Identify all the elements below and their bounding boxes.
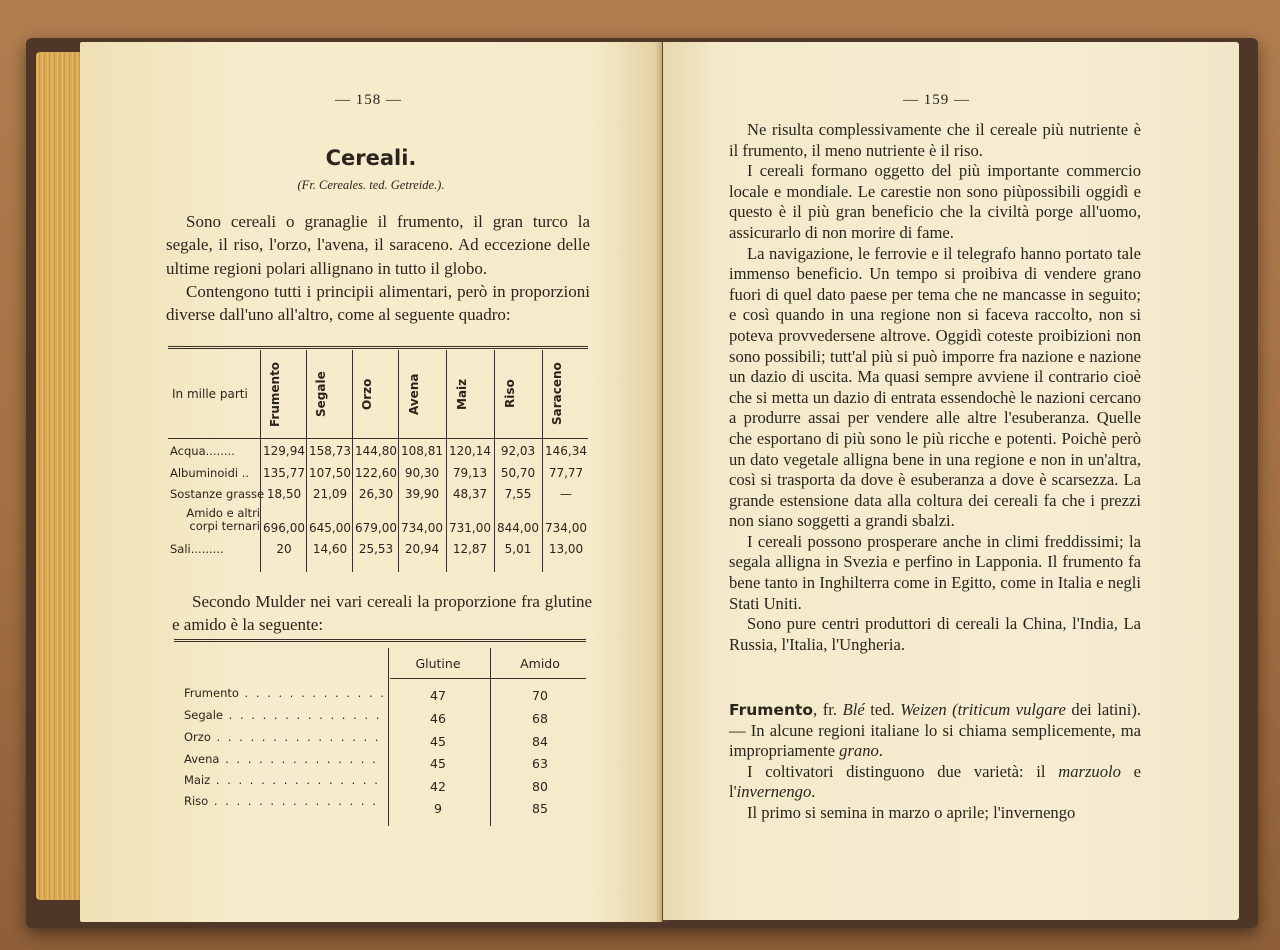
table-divider [398,350,399,572]
table-cell: 129,94 [263,444,305,458]
table-cell: 120,14 [449,444,491,458]
french-term: Blé [842,700,865,719]
table-cell: 144,80 [355,444,397,458]
text-run: , fr. [813,700,843,719]
table-cell: 50,70 [500,466,536,480]
right-page [663,42,1239,920]
table-cell: 63 [532,756,548,771]
row-label: Segale . . . [184,708,384,722]
last-line: Il primo si semina in marzo o aprile; l'invernengo [747,802,1076,822]
table-cell: 734,00 [545,521,587,535]
section-title: Cereali. [325,146,417,170]
row-label: Amido e altri corpi ternari [186,506,260,533]
table-cell: 68 [532,711,548,726]
table-cell: 5,01 [504,542,532,556]
table-cell: 844,00 [497,521,539,535]
text-run: dei latini). — In alcune regioni italiane lo si chiama semplicemente, ma impropriamente [729,700,1141,761]
column-header: Orzo [360,378,374,410]
table-cell: 20 [276,542,292,556]
body-paragraph: Ne risulta complessivamente che il cereale più nutriente è il frumento, il meno nutriente è il riso. [729,120,1141,160]
frumento-headword: Frumento [729,701,814,719]
row-label: Avena . . . [184,752,384,766]
column-header: Saraceno [550,362,564,426]
table-cell: 48,37 [452,487,488,501]
intro-text [166,210,590,326]
table-cell: 7,55 [504,487,532,501]
row-label: Riso . . . [184,794,384,808]
table-cell: 25,53 [358,542,394,556]
table-cell: 42 [430,779,446,794]
column-header: Avena [407,373,421,415]
row-label: Maiz . . . [184,773,384,787]
frumento-entry [729,700,1141,824]
invernengo-term: invernengo [736,782,812,802]
table-cell: 146,34 [545,444,587,458]
table-divider [490,648,491,826]
page-number-left: — 158 — [335,92,402,108]
marzuolo-term: marzuolo [1058,761,1121,781]
table-cell: 122,60 [355,466,397,480]
table-cell: 47 [430,688,446,703]
latin-term: Weizen (triticum vulgare [900,700,1066,719]
table-divider [352,350,353,572]
table-divider [388,648,389,826]
table-divider [446,350,447,572]
table-cell: 9 [434,801,442,816]
mulder-text [172,590,592,637]
column-header: Segale [314,371,328,417]
table-cell: 14,60 [312,542,348,556]
table-cell: 90,30 [404,466,440,480]
table-cell: 679,00 [355,521,397,535]
grano-term: grano [839,741,879,761]
row-label: Sostanze grasse [170,487,265,501]
table-cell: 45 [430,756,446,771]
table-divider [542,350,543,572]
table-divider [494,350,495,572]
table-header-label: In mille parti [172,387,248,401]
table-cell: 158,73 [309,444,351,458]
table-cell: 84 [532,734,548,749]
table-cell: 92,03 [500,444,536,458]
body-paragraph: I cereali possono prosperare anche in climi freddissimi; la segala alligna in Svezia e perfino in Lapponia. Il frumento fa bene tanto in Inghilterra come in Egitto, come in Italia e negli Stati Uniti. [729,531,1141,613]
column-header: Maiz [455,378,469,410]
table-cell: 135,77 [263,466,305,480]
text-run: I coltivatori distinguono due varietà: il [747,761,1059,781]
body-paragraph: La navigazione, le ferrovie e il telegrafo hanno portato tale immenso beneficio. Un tempo si proibiva di vendere grano fuori di quel dato paese per tema che ne mancasse in seguito; e così quando in una regione non si faceva raccolto, non si poteva provvedersene altrove. Oggidì coteste proibizioni non sono possibili; tutt'al più si può imporre fra nazione e nazione un dazio di uscita. Ma quasi sempre avviene il contrario cioè che si metta un dazio di entrata essendochè le nazioni cercano a produrre assai per vendere alle altre l'esuberanza. Quelle che esportano di più sono le più ricche e potenti. Poichè però un dato vegetale alligna bene in una regione e non in un'altra, così si trasporta da dove è esuberanza a dove è scarsezza. La grande estensione data alla coltura dei cereali fa che i prezzi non siano soggetti a grandi sbalzi. [729,243,1141,531]
column-header: Riso [503,379,517,409]
table-cell: 696,00 [263,521,305,535]
frumento-paragraph [729,700,1141,762]
text-run: . [878,741,883,761]
table-cell: 734,00 [401,521,443,535]
column-header: Amido [520,656,560,671]
coltivatori-paragraph [729,762,1141,803]
mulder-paragraph: Secondo Mulder nei vari cereali la proporzione fra glutine e amido è la seguente: [172,592,592,635]
row-label: Frumento . . . [184,686,384,700]
table-cell: 108,81 [401,444,443,458]
table-rule [390,678,586,679]
table-cell: 731,00 [449,521,491,535]
table-rule [168,346,588,349]
table-cell: 39,90 [404,487,440,501]
table-cell: — [560,487,572,501]
body-paragraph: Sono pure centri produttori di cereali la China, l'India, La Russia, l'Italia, l'Ungheria. [729,614,1141,654]
body-paragraph: I cereali formano oggetto del più importante commercio locale e mondiale. Le carestie non sono piùpossibili oggidì e questo è il più gran beneficio che la civiltà porge all'uomo, assicurarlo di non morire di fame. [729,161,1141,242]
row-label: Sali......... [170,542,224,556]
table-cell: 70 [532,688,548,703]
left-page [80,42,662,922]
text-run: . [811,782,816,802]
text-run: ted. [864,700,901,719]
row-label: Orzo . . . [184,730,384,744]
column-header: Frumento [268,361,282,427]
table-cell: 85 [532,801,548,816]
table-cell: 20,94 [404,542,440,556]
table-cell: 18,50 [266,487,302,501]
intro-paragraph: Sono cereali o granaglie il frumento, il gran turco la segale, il riso, l'orzo, l'avena, il saraceno. Ad eccezione delle ultime regioni polari allignano in tutto il globo. [166,212,590,278]
row-label: Acqua........ [170,444,235,458]
table-rule [168,438,588,439]
table-cell: 12,87 [452,542,488,556]
table-cell: 79,13 [452,466,488,480]
table-cell: 46 [430,711,446,726]
text-run: e l' [729,761,1141,802]
table-cell: 21,09 [312,487,348,501]
table-divider [260,350,261,572]
intro-paragraph: Contengono tutti i principii alimentari, però in proporzioni diverse dall'uno all'altro, come al seguente quadro: [166,281,590,325]
table-cell: 13,00 [548,542,584,556]
row-label: Albuminoidi .. [170,466,250,480]
table-cell: 26,30 [358,487,394,501]
table-cell: 645,00 [309,521,351,535]
column-header: Glutine [415,656,461,671]
right-page-text [729,120,1141,655]
table-divider [306,350,307,572]
table-cell: 45 [430,734,446,749]
table-cell: 77,77 [548,466,584,480]
page-number-right: — 159 — [903,92,970,108]
table-rule [174,639,586,642]
table-cell: 80 [532,779,548,794]
table-cell: 107,50 [309,466,351,480]
section-subtitle: (Fr. Cereales. ted. Getreide.). [297,178,445,192]
